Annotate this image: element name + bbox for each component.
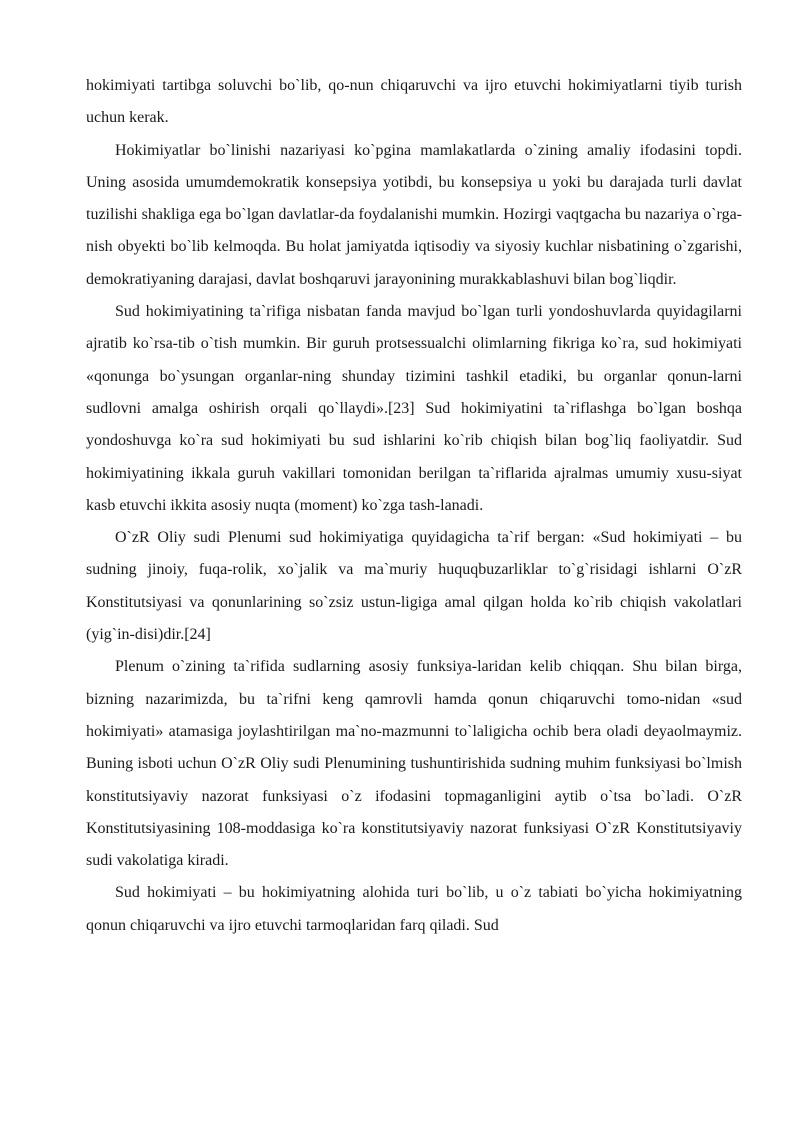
paragraph-1: hokimiyati tartibga soluvchi bo`lib, qo-nun chiqaruvchi va ijro etuvchi hokimiyatlarni tiyib turish uchun kerak.: [86, 77, 742, 127]
paragraph-2: Hokimiyatlar bo`linishi nazariyasi ko`pgina mamlakatlarda o`zining amaliy ifodasini topdi. Uning asosida umumdemokratik konsepsiya yotibdi, bu konsepsiya u yoki bu darajada turli davlat tuzilishi shakliga ega bo`lgan davlatlar-da foydalanishi mumkin. Hozirgi vaqtgacha bu nazariya o`rga-nish obyekti bo`lib kelmoqda. Bu holat jamiyatda iqtisodiy va siyosiy kuchlar nisbatining o`zgarishi, demokratiyaning darajasi, davlat boshqaruvi jarayonining murakkablashuvi bilan bog`liqdir.: [86, 141, 742, 288]
paragraph-3: Sud hokimiyatining ta`rifiga nisbatan fanda mavjud bo`lgan turli yondoshuvlarda quyidagilarni ajratib ko`rsa-tib o`tish mumkin. Bir guruh protsessualchi olimlarning fikriga ko`ra, sud hokimiyati «qonunga bo`ysungan organlar-ning shunday tizimini tashkil etadiki, bu organlar qonun-larni sudlovni amalga oshirish orqali qo`llaydi».[23] Sud hokimiyatini ta`riflashga bo`lgan boshqa yondoshuvga ko`ra sud hokimiyati bu sud ishlarini ko`rib chiqish bilan bog`liq faoliyatdir. Sud hokimiyatining ikkala guruh vakillari tomonidan berilgan ta`riflarida ajralmas umumiy xusu-siyat kasb etuvchi ikkita asosiy nuqta (moment) ko`zga tash-lanadi.: [86, 303, 742, 514]
paragraph-5: Plenum o`zining ta`rifida sudlarning asosiy funksiya-laridan kelib chiqqan. Shu bilan birga, bizning nazarimizda, bu ta`rifni keng qamrovli hamda qonun chiqaruvchi tomo-nidan «sud hokimiyati» atamasiga joylashtirilgan ma`no-mazmunni to`laligicha ochib bera oladi deyaolmaymiz. Buning isboti uchun O`zR Oliy sudi Plenumining tushuntirishida sudning muhim funksiyasi bo`lmish konstitutsiyaviy nazorat funksiyasi o`z ifodasini topmaganligini aytib o`tsa bo`ladi. O`zR Konstitutsiyasining 108-moddasiga ko`ra konstitutsiyaviy nazorat funksiyasi O`zR Konstitutsiyaviy sudi vakolatiga kiradi.: [86, 658, 742, 870]
paragraph-6: Sud hokimiyati – bu hokimiyatning alohida turi bo`lib, u o`z tabiati bo`yicha hokimiyatning qonun chiqaruvchi va ijro etuvchi tarmoqlaridan farq qiladi. Sud: [86, 884, 742, 934]
paragraph-4: O`zR Oliy sudi Plenumi sud hokimiyatiga quyidagicha ta`rif bergan: «Sud hokimiyati – bu sudning jinoiy, fuqa-rolik, xo`jalik va ma`muriy huquqbuzarliklar to`g`risidagi ishlarni O`zR Konstitutsiyasi va qonunlarining so`zsiz ustun-ligiga amal qilgan holda ko`rib chiqish vakolatlari (yig`in-disi)dir.[24]: [86, 529, 742, 644]
document-page: [86, 70, 742, 942]
